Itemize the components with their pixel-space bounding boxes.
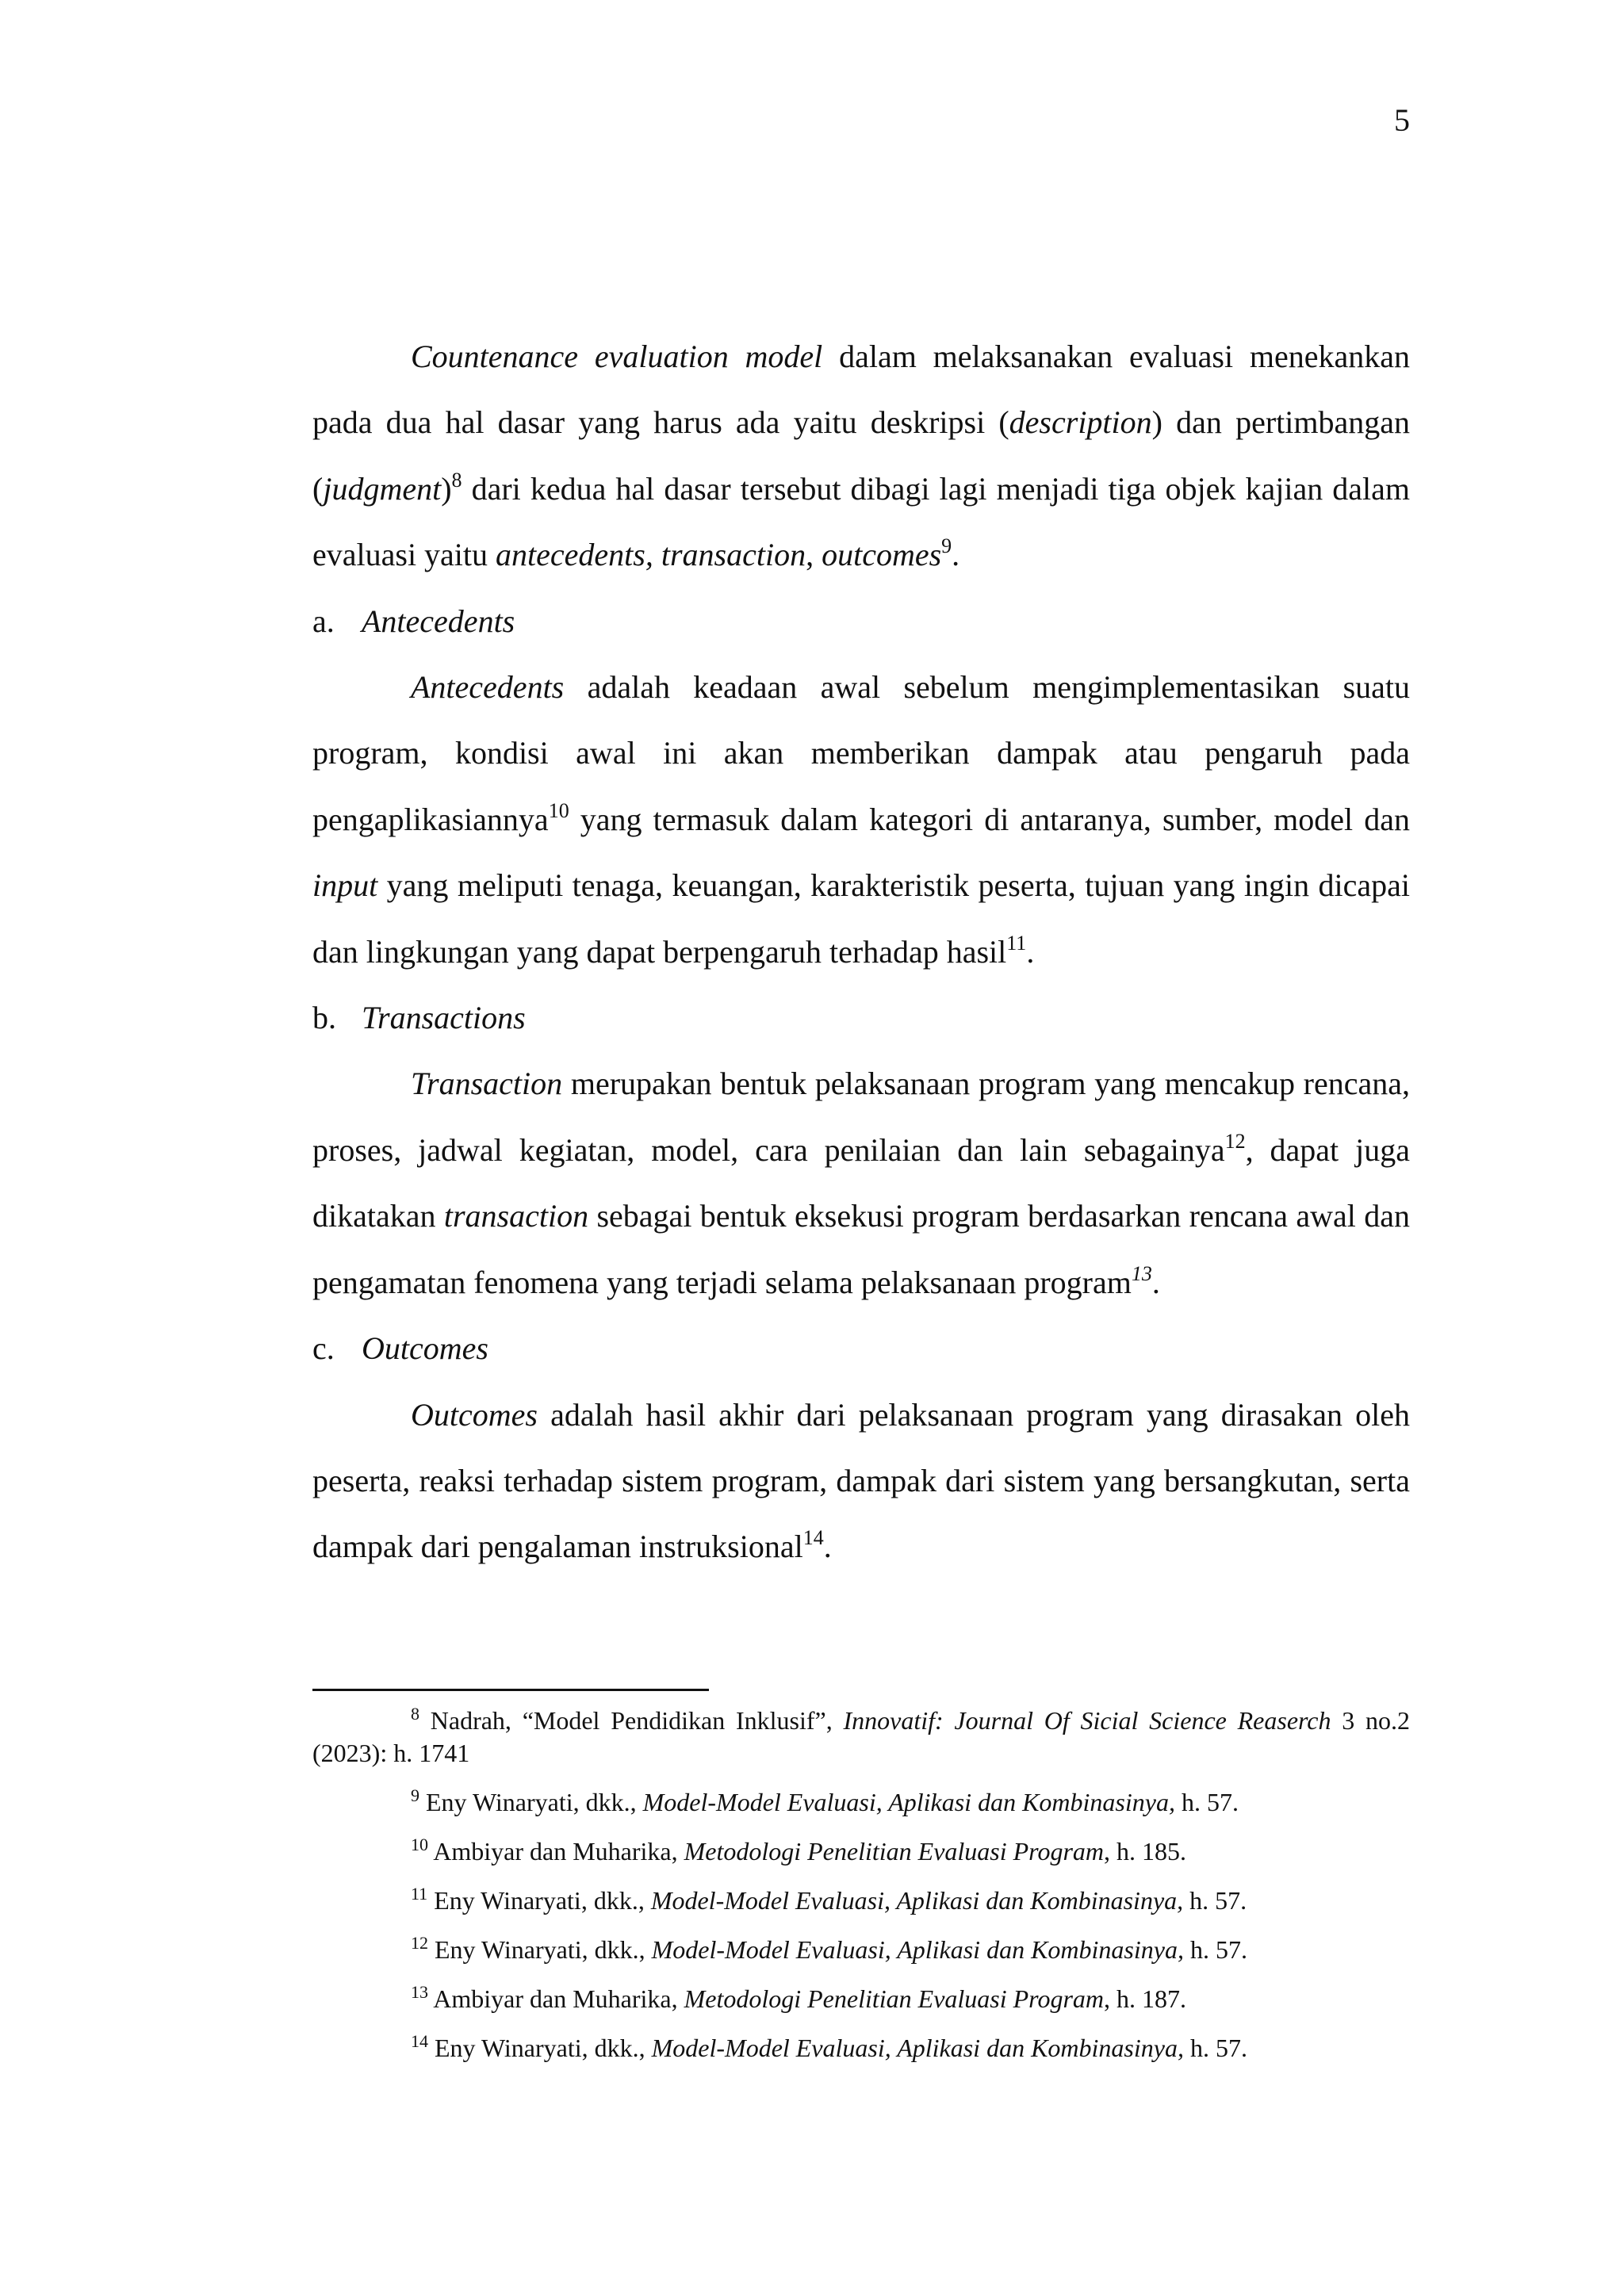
transactions-paragraph: Transaction merupakan bentuk pelaksanaan program yang mencakup rencana, proses, jadwal kegiatan, model, cara penilaian dan lain sebagainya$^{12}$, dapat juga dikatakan transaction sebagai bentuk eksekusi program berdasarkan rencana awal dan pengamatan fenomena yang terjadi selama pelaksanaan program$^{13}$. (312, 1066, 1410, 1300)
footnote-ref-14[interactable]: 14 (802, 1526, 824, 1550)
footnote-13: $^{13}$ Ambiyar dan Muharika, Metodologi Penelitian Evaluasi Program, h. 187. (411, 1982, 1186, 2013)
footnote-11: $^{11}$ Eny Winaryati, dkk., Model-Model Evaluasi, Aplikasi dan Kombinasinya, h. 57. (411, 1884, 1247, 1915)
intro-paragraph: Countenance evaluation model dalam melaksanakan evaluasi menekankan pada dua hal dasar yang harus ada yaitu deskripsi (description) dan pertimbangan (judgment)$^8$ dari kedua hal dasar tersebut dibagi lagi menjadi tiga objek kajian dalam evaluasi yaitu antecedents, transaction, outcomes$^9$. (312, 339, 1411, 573)
footnote-ref-12[interactable]: 12 (1224, 1129, 1246, 1153)
footnote-ref-13[interactable]: 13 (1131, 1261, 1152, 1285)
outcomes-paragraph: Outcomes adalah hasil akhir dari pelaksanaan program yang dirasakan oleh peserta, reaksi terhadap sistem program, dampak dari sistem yang bersangkutan, serta dampak dari pengalaman instruksional$^{14}$. (312, 1396, 1410, 1565)
footnote-9: $^9$ Eny Winaryati, dkk., Model-Model Evaluasi, Aplikasi dan Kombinasinya, h. 57. (411, 1785, 1239, 1816)
footnote-ref-11[interactable]: 11 (1006, 931, 1027, 955)
section-heading-transactions: b. Transactions (312, 1000, 526, 1036)
footnote-14: $^{14}$ Eny Winaryati, dkk., Model-Model Evaluasi, Aplikasi dan Kombinasinya, h. 57. (411, 2031, 1247, 2062)
body-text (312, 323, 1410, 1580)
section-heading-outcomes: c. Outcomes (312, 1330, 488, 1367)
footnote-8: $^8$ Nadrah, “Model Pendidikan Inklusif”, Innovatif: Journal Of Sicial Science Reaserch 3 no.2 (2023): h. 1741 (312, 1704, 1411, 1767)
antecedents-paragraph: Antecedents adalah keadaan awal sebelum mengimplementasikan suatu program, kondisi awal ini akan memberikan dampak atau pengaruh pada pengaplikasiannya$^{10}$ yang termasuk dalam kategori di antaranya, sumber, model dan input yang meliputi tenaga, keuangan, karakteristik peserta, tujuan yang ingin dicapai dan lingkungan yang dapat berpengaruh terhadap hasil$^{11}$. (312, 669, 1410, 970)
footnote-ref-10[interactable]: 10 (548, 798, 569, 822)
footnote-ref-9[interactable]: 9 (941, 534, 952, 558)
footnote-12: $^{12}$ Eny Winaryati, dkk., Model-Model Evaluasi, Aplikasi dan Kombinasinya, h. 57. (411, 1933, 1247, 1964)
footnote-10: $^{10}$ Ambiyar dan Muharika, Metodologi Penelitian Evaluasi Program, h. 185. (411, 1835, 1186, 1866)
footnotes (312, 1705, 1410, 2081)
footnote-divider (312, 1689, 709, 1691)
section-heading-antecedents: a. Antecedents (312, 603, 515, 639)
footnote-ref-8[interactable]: 8 (451, 468, 462, 492)
page-number: 5 (1394, 102, 1410, 138)
